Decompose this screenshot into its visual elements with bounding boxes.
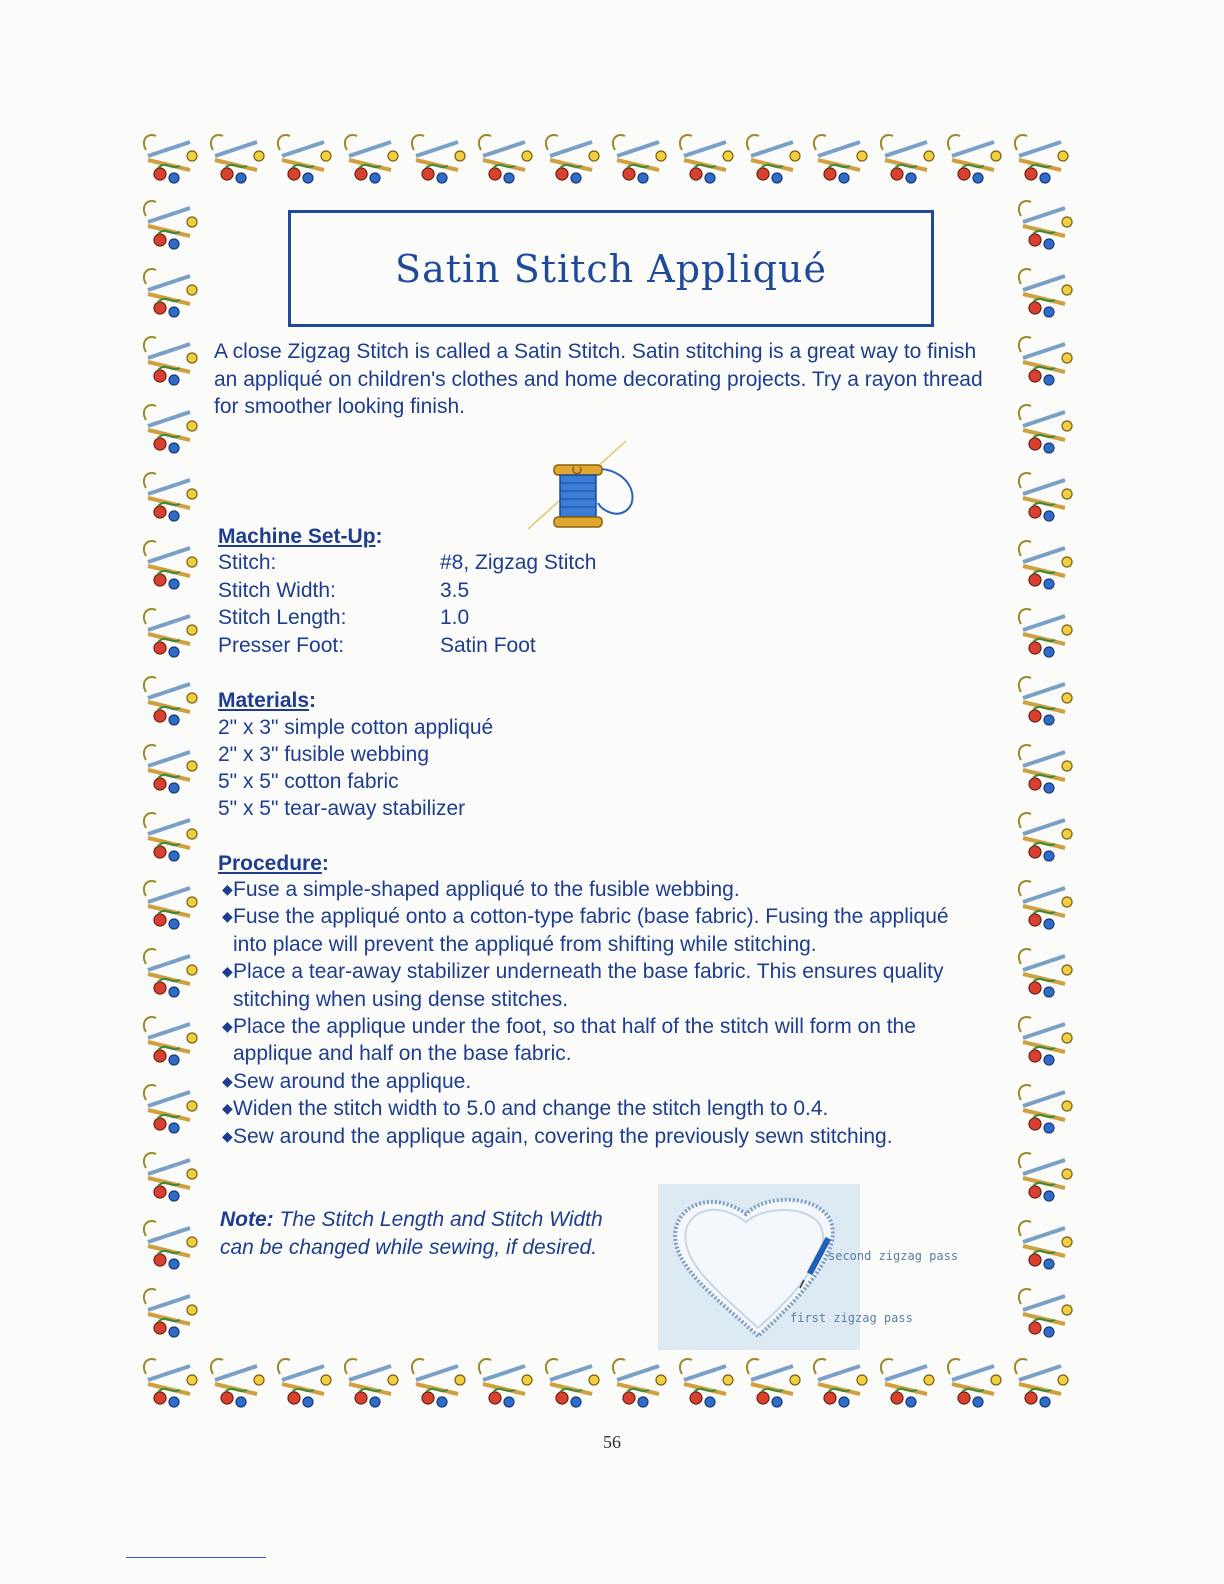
note-block [220,1206,640,1262]
material-item: 2" x 3" fusible webbing [218,743,430,766]
bullet-icon: ◆ [222,881,233,897]
scissors-motif-icon [1019,881,1072,929]
setup-row-stitch-length [218,606,470,630]
scissors-motif-icon [412,135,465,183]
first-pass-label: first zigzag pass [790,1311,913,1325]
scissors-motif-icon [881,135,934,183]
scissors-motif-icon [144,269,197,317]
scissors-motif-icon [680,1359,733,1407]
scissors-motif-icon [278,135,331,183]
scissors-motif-icon [144,473,197,521]
scissors-motif-icon [144,813,197,861]
bullet-icon: ◆ [222,1072,233,1089]
scissors-motif-icon [144,405,197,453]
scissors-motif-icon [479,135,532,183]
bullet-icon: ◆ [222,1127,233,1144]
setup-row-stitch [218,551,597,575]
setup-value: 1.0 [440,606,470,629]
scissors-motif-icon [948,135,1001,183]
scissors-motif-icon [211,1359,264,1407]
procedure-list [218,876,998,1150]
materials-heading: Materials: [218,689,317,712]
heart-applique-diagram [658,1184,958,1354]
scissors-motif-icon [747,135,800,183]
scissors-motif-icon [144,1359,197,1407]
procedure-step: ◆ Sew around the applique. [218,1068,998,1095]
scissors-motif-icon [1019,677,1072,725]
scissors-motif-icon [613,1359,666,1407]
scissors-motif-icon [144,881,197,929]
note-text: The Stitch Length and Stitch Width can be changed while sewing, if desired. [220,1208,603,1259]
thread-spool-needle-icon [528,437,640,533]
setup-value: Satin Foot [440,634,536,657]
scissors-motif-icon [144,201,197,249]
setup-value: #8, Zigzag Stitch [440,551,597,574]
procedure-step: ◆ Fuse a simple-shaped appliqué to the fusible webbing. [218,876,998,903]
scissors-motif-icon [144,609,197,657]
page-number: 56 [603,1432,621,1452]
setup-row-presser-foot [218,634,536,658]
note-label: Note: [220,1208,274,1231]
scissors-motif-icon [144,745,197,793]
scissors-motif-icon [144,1153,197,1201]
scissors-motif-icon [345,1359,398,1407]
scissors-motif-icon [1019,405,1072,453]
second-pass-label: second zigzag pass [828,1249,958,1263]
scissors-motif-icon [1019,813,1072,861]
scissors-motif-icon [144,1017,197,1065]
scissors-motif-icon [546,1359,599,1407]
scissors-motif-icon [345,135,398,183]
scissors-motif-icon [680,135,733,183]
scissors-motif-icon [479,1359,532,1407]
bullet-icon: ◆ [222,963,233,980]
footer-rule [126,1557,266,1558]
setup-label: Stitch Length: [218,606,347,629]
scissors-motif-icon [1019,269,1072,317]
scissors-motif-icon [814,1359,867,1407]
bullet-icon: ◆ [222,908,233,925]
procedure-step: ◆ Fuse the appliqué onto a cotton-type fabric (base fabric). Fusing the appliqué into place will prevent the appliqué from shifting while stitching. [222,905,949,956]
material-item: 5" x 5" cotton fabric [218,770,399,793]
setup-label: Stitch: [218,551,277,574]
scissors-motif-icon [144,135,197,183]
scissors-motif-icon [1019,541,1072,589]
procedure-step: ◆ Sew around the applique again, covering the previously sewn stitching. [218,1123,1013,1150]
scissors-motif-icon [1015,135,1068,183]
scissors-motif-icon [1019,1017,1072,1065]
scissors-motif-icon [1019,1221,1072,1269]
scissors-motif-icon [1019,337,1072,385]
scissors-motif-icon [144,541,197,589]
scissors-motif-icon [144,1085,197,1133]
scissors-motif-icon [1019,745,1072,793]
scissors-motif-icon [144,1221,197,1269]
material-item: 5" x 5" tear-away stabilizer [218,797,466,820]
scissors-motif-icon [1019,473,1072,521]
scissors-motif-icon [144,337,197,385]
scissors-motif-icon [278,1359,331,1407]
procedure-step: ◆ Widen the stitch width to 5.0 and change the stitch length to 0.4. [218,1095,998,1122]
material-item: 2" x 3" simple cotton appliqué [218,716,494,739]
scissors-motif-icon [613,135,666,183]
scissors-motif-icon [1019,1289,1072,1337]
procedure-heading: Procedure: [218,852,329,875]
scissors-motif-icon [211,135,264,183]
scissors-motif-icon [1019,1153,1072,1201]
setup-label: Presser Foot: [218,634,345,657]
scissors-motif-icon [948,1359,1001,1407]
scissors-motif-icon [1019,201,1072,249]
scissors-motif-icon [1019,609,1072,657]
scissors-motif-icon [747,1359,800,1407]
procedure-step: ◆ Place a tear-away stabilizer underneath the base fabric. This ensures quality stitching when using dense stitches. [222,960,944,1011]
bullet-icon: ◆ [222,1018,233,1035]
scissors-motif-icon [412,1359,465,1407]
scissors-motif-icon [1019,1085,1072,1133]
machine-setup-heading: Machine Set-Up: [218,525,383,548]
title-box [288,210,934,327]
setup-label: Stitch Width: [218,579,336,602]
scissors-motif-icon [814,135,867,183]
intro-paragraph: A close Zigzag Stitch is called a Satin Stitch. Satin stitching is a great way to finish an appliqué on children's clothes and home decorating projects. Try a rayon thread for smoother looking finish. [214,340,983,418]
procedure-step: ◆ Place the applique under the foot, so that half of the stitch will form on the applique and half on the base fabric. [222,1015,916,1066]
scissors-motif-icon [546,135,599,183]
scissors-motif-icon [881,1359,934,1407]
scissors-motif-icon [1019,949,1072,997]
page-title: Satin Stitch Appliqué [395,246,827,291]
scissors-motif-icon [144,1289,197,1337]
scissors-motif-icon [1015,1359,1068,1407]
bullet-icon: ◆ [222,1100,233,1117]
scissors-motif-icon [144,677,197,725]
setup-row-stitch-width [218,579,470,603]
scissors-motif-icon [144,949,197,997]
setup-value: 3.5 [440,579,470,602]
